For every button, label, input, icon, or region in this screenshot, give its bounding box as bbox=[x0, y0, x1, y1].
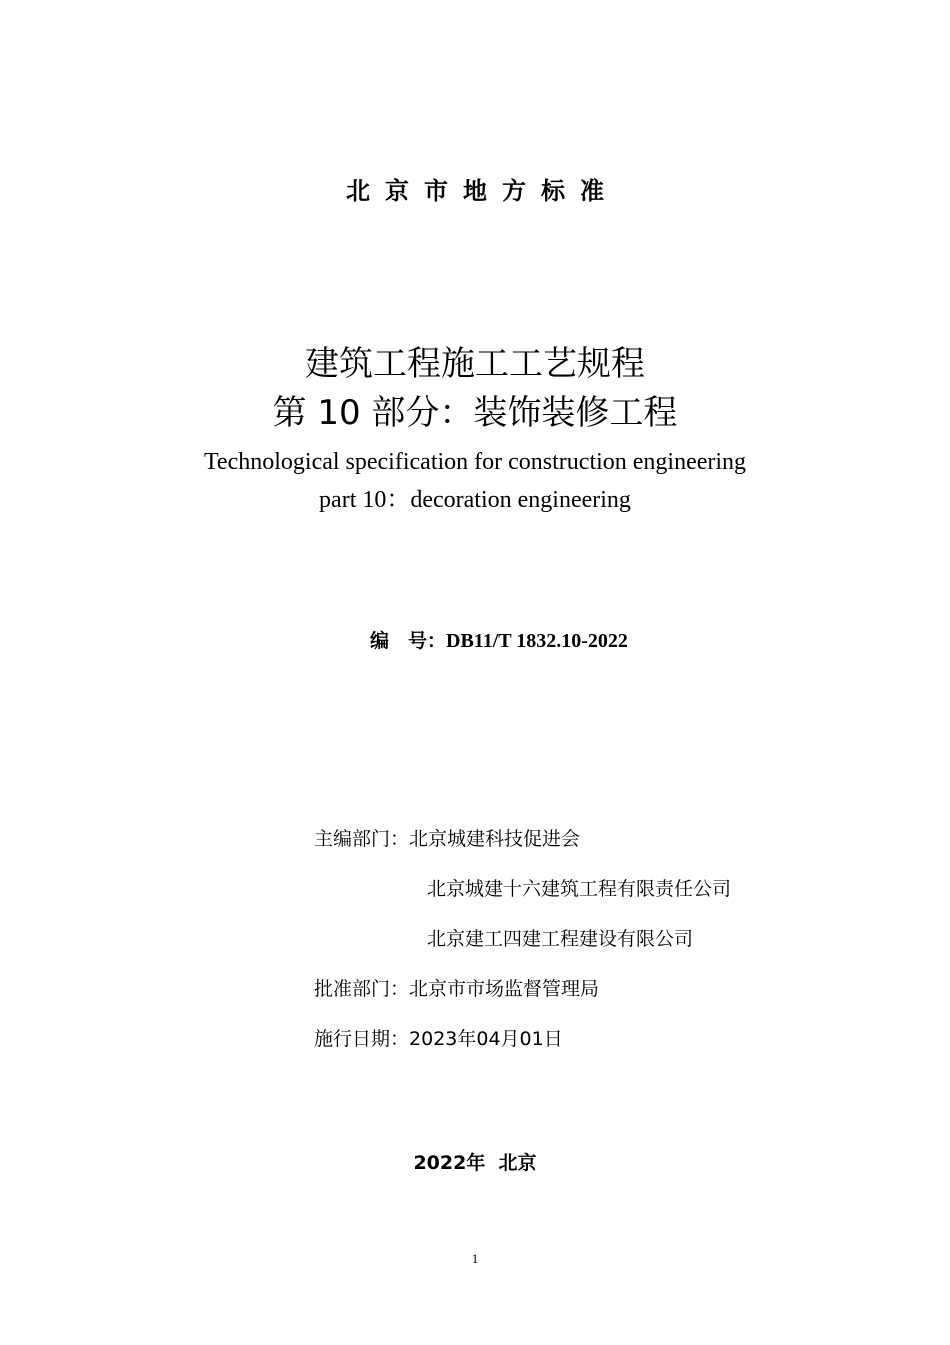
approver-label: 批准部门： bbox=[314, 978, 410, 1000]
title-english-line-1: Technological specification for construction engineering bbox=[203, 449, 747, 475]
title-chinese-line-2: 第 10 部分：装饰装修工程 bbox=[272, 393, 678, 433]
standard-code-label: 编 号： bbox=[370, 630, 447, 652]
effective-date-value: 2023年04月01日 bbox=[409, 1028, 563, 1050]
standard-category-heading: 北京市地方标准 bbox=[346, 177, 619, 205]
editor-label: 主编部门： bbox=[314, 828, 410, 850]
standard-code bbox=[370, 626, 628, 656]
effective-date-label: 施行日期： bbox=[314, 1028, 410, 1050]
editor-org-2: 北京城建十六建筑工程有限责任公司 bbox=[427, 878, 732, 900]
editor-org-1: 北京城建科技促进会 bbox=[409, 828, 581, 850]
editor-row bbox=[314, 824, 580, 854]
standard-code-value: DB11/T 1832.10-2022 bbox=[446, 630, 628, 652]
approver-org: 北京市市场监督管理局 bbox=[409, 978, 600, 1000]
page-number: 1 bbox=[471, 1251, 479, 1266]
publication-year-place: 2022年 北京 bbox=[413, 1152, 537, 1174]
effective-date-row bbox=[314, 1024, 563, 1054]
approver-row bbox=[314, 974, 599, 1004]
title-chinese-line-1: 建筑工程施工工艺规程 bbox=[305, 344, 645, 384]
editor-org-3: 北京建工四建工程建设有限公司 bbox=[427, 928, 694, 950]
title-english-line-2: part 10：decoration engineering bbox=[319, 487, 631, 513]
